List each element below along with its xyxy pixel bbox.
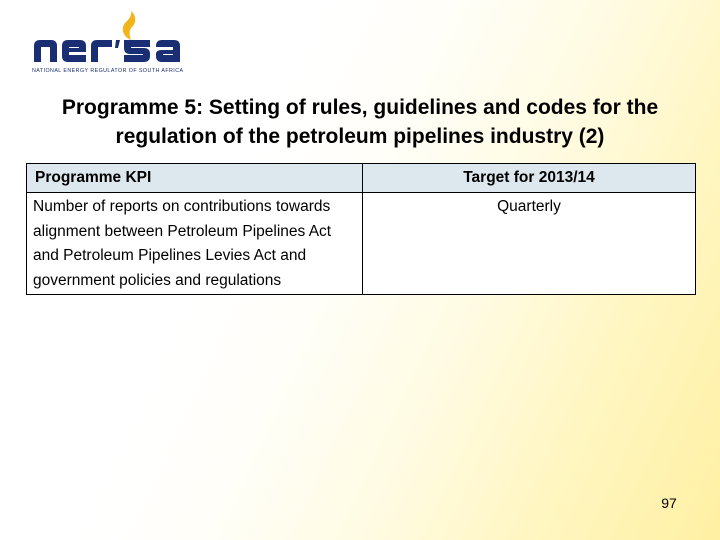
kpi-table: [26, 163, 696, 295]
nersa-logo: [28, 10, 218, 80]
header-target: Target for 2013/14: [363, 164, 696, 193]
nersa-wordmark: [28, 10, 218, 68]
slide-title-line-1: Programme 5: Setting of rules, guidelines and codes for the: [61, 96, 659, 119]
logo-tagline: NATIONAL ENERGY REGULATOR OF SOUTH AFRICA: [32, 68, 184, 74]
cell-kpi: Number of reports on contributions towards alignment between Petroleum Pipelines Act and Petroleum Pipelines Levies Act and government policies and regulations: [27, 193, 363, 295]
table-row: [27, 193, 696, 295]
table-header-row: [27, 164, 696, 193]
page-number: 97: [661, 495, 677, 511]
cell-target: Quarterly: [363, 193, 696, 295]
slide-title: [10, 93, 710, 151]
header-programme-kpi: Programme KPI: [27, 164, 363, 193]
slide-title-line-2: regulation of the petroleum pipelines industry (2): [115, 125, 605, 148]
